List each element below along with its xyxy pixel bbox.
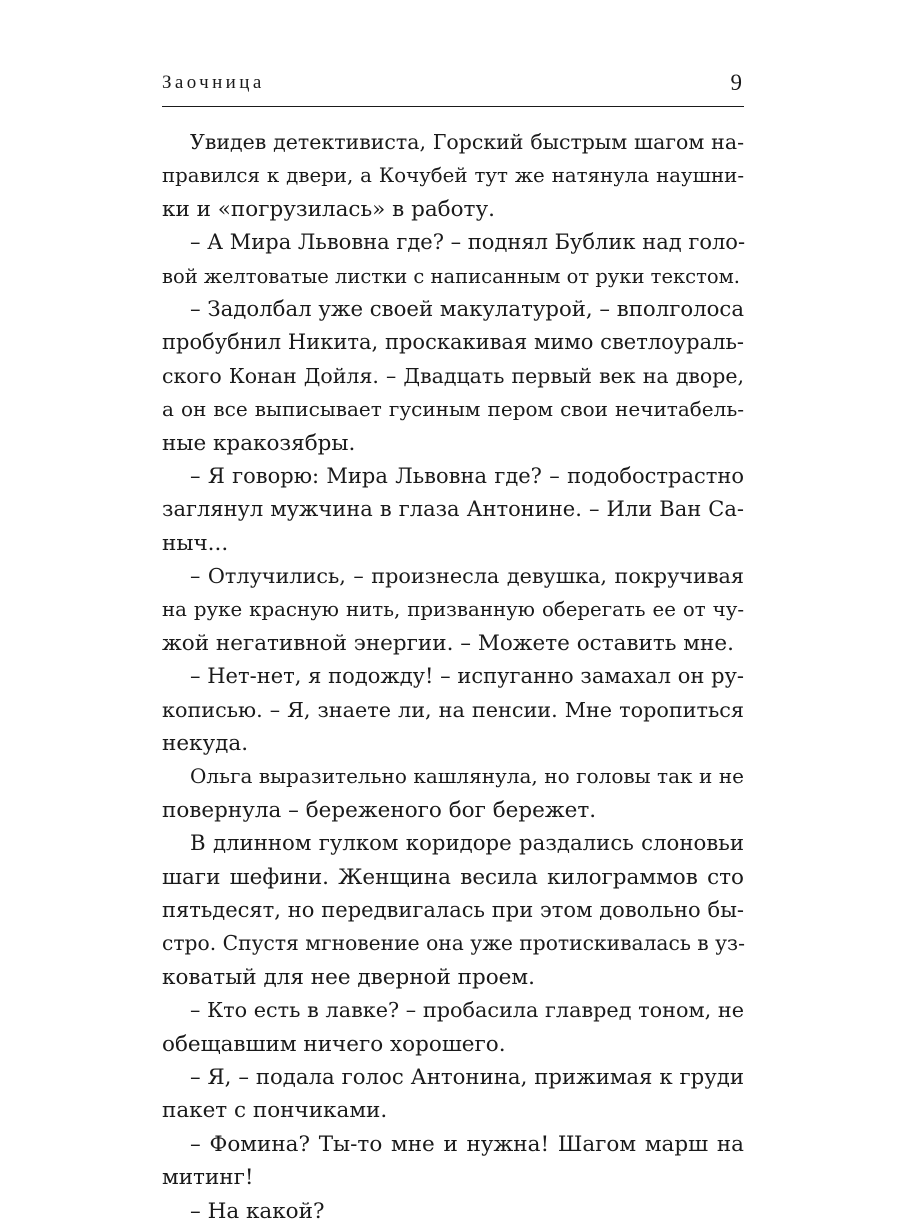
text-line: пятьдесят, но передвигалась при этом довольно бы- [162, 897, 744, 922]
body-text [162, 126, 744, 1228]
text-line: – На какой? [190, 1198, 325, 1224]
text-line: а он все выписывает гусиным пером свои нечитабель- [162, 397, 744, 422]
text-line: – А Мира Львовна где? – поднял Бублик над голо- [190, 230, 746, 255]
text-line: повернула – береженого бог бережет. [162, 797, 597, 823]
text-line: шаги шефини. Женщина весила килограммов сто [162, 864, 744, 890]
text-line: Увидев детективиста, Горский быстрым шагом на- [190, 130, 744, 154]
text-line: пакет с пончиками. [162, 1098, 388, 1124]
text-line: коватый для нее дверной проем. [162, 964, 535, 990]
text-line: заглянул мужчина в глаза Антонине. – Или Ван Са- [162, 497, 744, 522]
text-line: – Кто есть в лавке? – пробасила главред тоном, не [190, 998, 744, 1023]
text-line: – Я говорю: Мира Львовна где? – подобострастно [190, 463, 744, 488]
text-line: вой желтоватые листки с написанным от руки текстом. [162, 264, 740, 288]
text-line: В длинном гулком коридоре раздались слоновьи [190, 831, 744, 857]
text-line: на руке красную нить, призванную оберегать ее от чу- [162, 598, 744, 622]
book-title: Заочница [162, 72, 265, 93]
text-line: ки и «погрузилась» в работу. [162, 196, 495, 222]
text-line: митинг! [162, 1165, 254, 1191]
text-line: – Задолбал уже своей макулатурой, – вполголоса [190, 296, 744, 322]
text-line: – Нет-нет, я подожду! – испуганно замахал он ру- [190, 664, 744, 689]
text-line: – Фомина? Ты-то мне и нужна! Шагом марш на [190, 1131, 744, 1157]
text-line: – Я, – подала голос Антонина, прижимая к груди [190, 1064, 744, 1090]
text-line: правился к двери, а Кочубей тут же натянула наушни- [162, 164, 744, 188]
text-line: стро. Спустя мгновение она уже протискивалась в уз- [162, 931, 745, 956]
text-line: обещавшим ничего хорошего. [162, 1031, 506, 1057]
text-line: ского Конан Дойля. – Двадцать первый век на дворе, [162, 363, 744, 388]
text-line: Ольга выразительно кашлянула, но головы так и не [190, 764, 744, 789]
text-line: ные кракозябры. [162, 430, 356, 456]
running-head [162, 70, 744, 100]
text-line: – Отлучились, – произнесла девушка, покручивая [190, 564, 744, 589]
text-line: некуда. [162, 731, 249, 757]
header-divider [162, 106, 744, 107]
text-line: кописью. – Я, знаете ли, на пенсии. Мне торопиться [162, 697, 744, 722]
text-line: ныч... [162, 530, 229, 556]
text-line: жой негативной энергии. – Можете оставить мне. [162, 630, 734, 656]
page-number: 9 [730, 70, 742, 95]
text-line: пробубнил Никита, проскакивая мимо светлоураль- [162, 330, 744, 355]
